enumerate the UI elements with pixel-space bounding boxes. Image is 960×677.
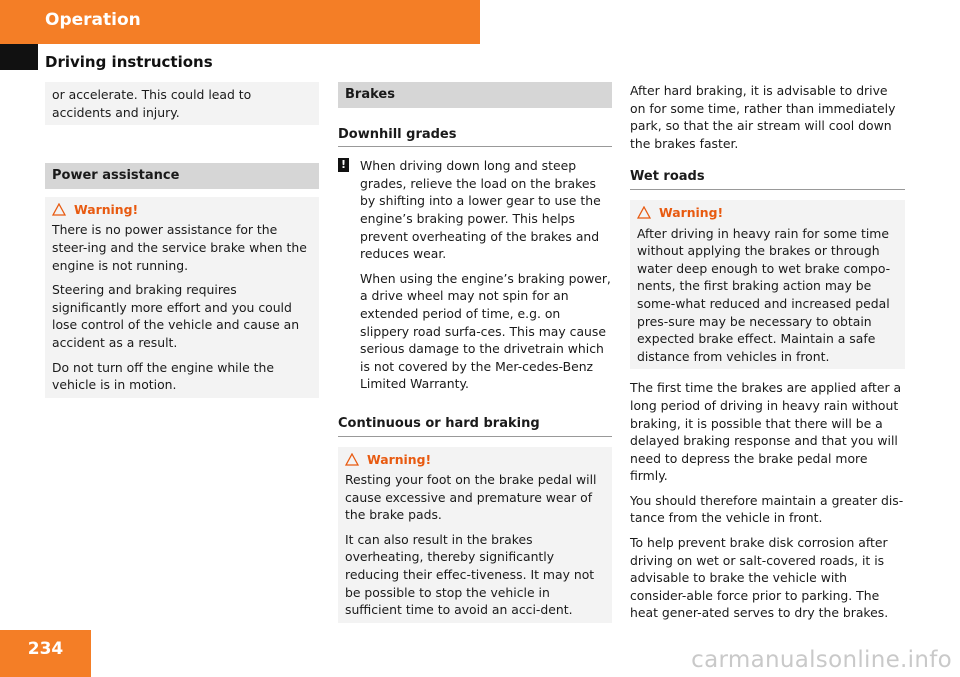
continuous-braking-warning [338,447,612,623]
warning-triangle-icon [637,206,651,219]
brakes-heading: Brakes [338,82,612,108]
after-braking-text: After hard braking, it is advisable to drive on for some time, rather than immediately park, so that the air stream will cool down the brakes faster. [630,83,896,151]
downhill-notice [338,157,612,393]
warning-triangle-icon [345,453,359,466]
wet-roads-paragraph: The first time the brakes are applied after a long period of driving in heavy rain without braking, it is possible that there will be a delayed braking response and that you will need to depress the brake pedal more firmly. [630,380,902,484]
page-number: 234 [0,630,91,677]
warning-paragraph: There is no power assistance for the steer-ing and the service brake when the engine is not running. [52,222,307,273]
continuous-braking-heading: Continuous or hard braking [338,415,612,437]
wet-roads-warning [630,200,905,369]
warning-title: Warning! [74,201,139,217]
warning-paragraph: Do not turn off the engine while the vehicle is in motion. [52,359,274,393]
header-tab-marker [0,44,38,70]
page-subtitle: Driving instructions [45,53,213,71]
warning-title: Warning! [367,451,432,467]
notice-icon: ! [338,158,349,172]
column-middle [338,82,612,623]
notice-paragraph: When using the engine’s braking power, a drive wheel may not spin for an extended period of time, e.g. on slippery road surfa-ces. This may cause serious damage to the drivetrain which is not covered by the Mer-cedes-Benz Limited Warranty. [360,270,611,392]
warning-title-row [52,201,312,219]
warning-title-row [345,451,605,469]
power-assistance-warning [45,197,319,398]
column-right [630,82,905,629]
warning-title-row [637,204,898,222]
continued-text: or accelerate. This could lead to accidents and injury. [52,87,252,120]
warning-paragraph: Resting your foot on the brake pedal will cause excessive and premature wear of the brake pads. [345,472,597,523]
warning-paragraph: After driving in heavy rain for some time without applying the brakes or through water deep enough to wet brake compo-nents, the first braking action may be some-what reduced and increased pedal pres-sure may be necessary to obtain expected brake effect. Maintain a safe distance from vehicles in front. [637,225,891,364]
header-bar [0,0,480,44]
notice-paragraph: When driving down long and steep grades, relieve the load on the brakes by shifting into a lower gear to use the engine’s braking power. This helps prevent overheating of the brakes and reduces wear. [360,158,601,262]
section-title: Operation [45,10,141,30]
warning-paragraph: Steering and braking requires significantly more effort and you could lose control of the vehicle and cause an accident as a result. [52,282,300,350]
warning-paragraph: It can also result in the brakes overheating, thereby significantly reducing their effec-tiveness. It may not be possible to stop the vehicle in sufficient time to avoid an acci-dent. [345,531,595,618]
wet-roads-paragraph: You should therefore maintain a greater dis-tance from the vehicle in front. [630,492,904,526]
warning-title: Warning! [659,204,724,220]
wet-roads-heading: Wet roads [630,168,905,190]
column-left [45,82,319,398]
downhill-heading: Downhill grades [338,126,612,148]
warning-triangle-icon [52,203,66,216]
power-assistance-heading: Power assistance [45,163,319,189]
wet-roads-paragraph: To help prevent brake disk corrosion after driving on wet or salt-covered roads, it is advisable to brake the vehicle with consider-able force prior to parking. The heat gener-ated serves to dry the brakes. [630,535,889,621]
continued-warning-box [45,82,319,125]
watermark: carmanualsonline.info [691,647,952,673]
